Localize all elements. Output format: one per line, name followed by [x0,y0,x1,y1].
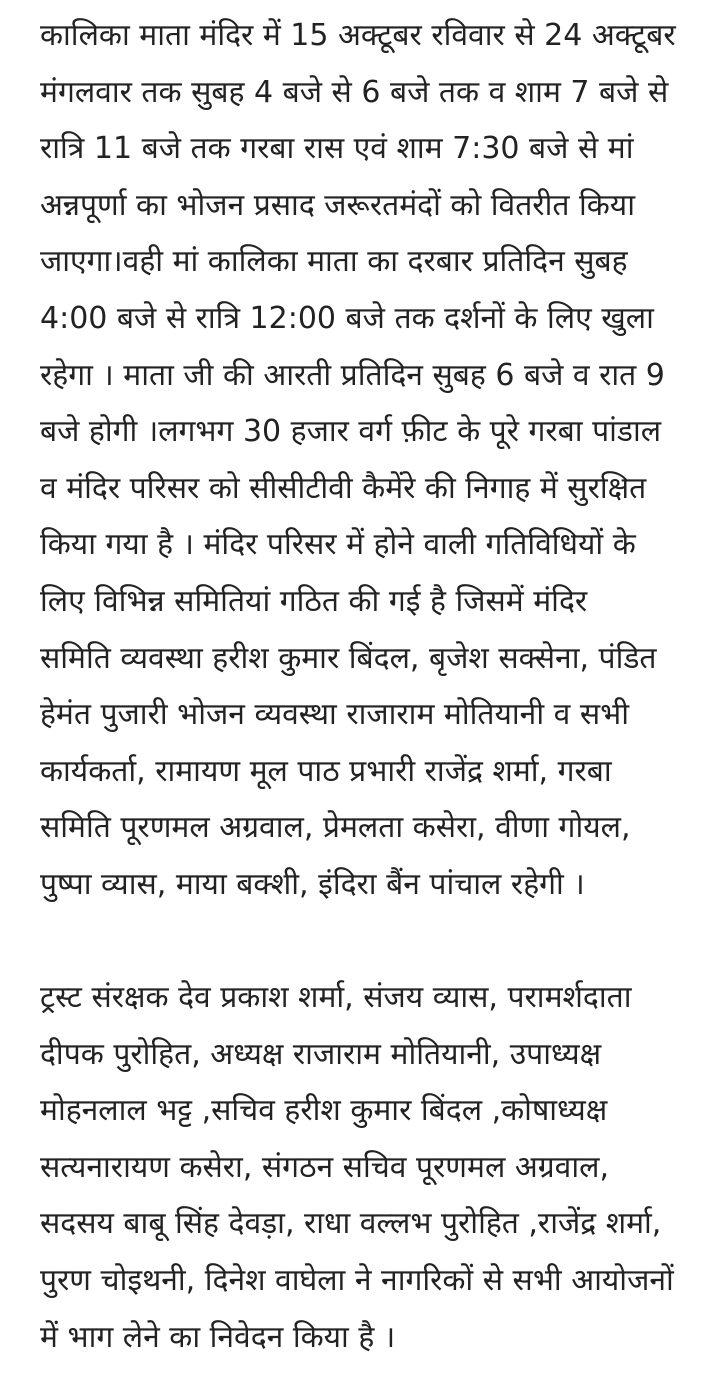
text-line: कार्यकर्ता, रामायण मूल पाठ प्रभारी राजेंद्र शर्मा, गरबा [40,753,612,789]
text-line: समिति पूरणमल अग्रवाल, प्रेमलता कसेरा, वीणा गोयल, [40,810,631,846]
text-line: हेमंत पुजारी भोजन व्यवस्था राजाराम मोतियानी व सभी [40,697,629,733]
text-line: अन्नपूर्णा का भोजन प्रसाद जरूरतमंदों को वितरीत किया [40,187,635,223]
paragraph-1 [40,8,690,914]
text-line: किया गया है । मंदिर परिसर में होने वाली गतिविधियों के [40,527,636,563]
text-line: बजे होगी ।लगभग 30 हजार वर्ग फ़ीट के पूरे गरबा पांडाल [40,414,662,450]
text-line: ट्रस्ट संरक्षक देव प्रकाश शर्मा, संजय व्यास, परामर्शदाता [40,980,632,1016]
text-line: कालिका माता मंदिर में 15 अक्टूबर रविवार से 24 अक्टूबर [40,18,676,53]
text-line: दीपक पुरोहित, अध्यक्ष राजाराम मोतियानी, उपाध्यक्ष [40,1036,602,1072]
text-line: जाएगा।वही मां कालिका माता का दरबार प्रतिदिन सुबह [40,244,628,280]
text-line: सत्यनारायण कसेरा, संगठन सचिव पूरणमल अग्रवाल, [40,1149,609,1185]
paragraph-2 [40,970,690,1366]
text-line: रहेगा । माता जी की आरती प्रतिदिन सुबह 6 बजे व रात 9 [40,357,665,393]
text-line: में भाग लेने का निवेदन किया है । [40,1319,396,1355]
text-line: मंगलवार तक सुबह 4 बजे से 6 बजे तक व शाम 7 बजे से [40,74,669,110]
text-line: पुरण चोइथनी, दिनेश वाघेला ने नागरिकों से सभी आयोजनों [40,1263,674,1299]
paragraph-spacer [40,914,690,971]
text-line: लिए विभिन्न समितियां गठित की गई है जिसमें मंदिर [40,583,588,619]
text-line: रात्रि 11 बजे तक गरबा रास एवं शाम 7:30 बजे से मां [40,131,634,167]
text-line: समिति व्यवस्था हरीश कुमार बिंदल, बृजेश सक्सेना, पंडित [40,640,657,676]
text-line: व मंदिर परिसर को सीसीटीवी कैमेंरे की निगाह में सुरक्षित [40,470,647,506]
text-line: सदसय बाबू सिंह देवड़ा, राधा वल्लभ पुरोहित ,राजेंद्र शर्मा, [40,1206,662,1242]
text-line: 4:00 बजे से रात्रि 12:00 बजे तक दर्शनों के लिए खुला [40,300,654,336]
text-line: पुष्पा व्यास, माया बक्शी, इंदिरा बैंन पांचाल रहेगी । [40,866,585,902]
article-body [40,8,690,1366]
text-line: मोहनलाल भट्ट ,सचिव हरीश कुमार बिंदल ,कोषाध्यक्ष [40,1093,608,1129]
